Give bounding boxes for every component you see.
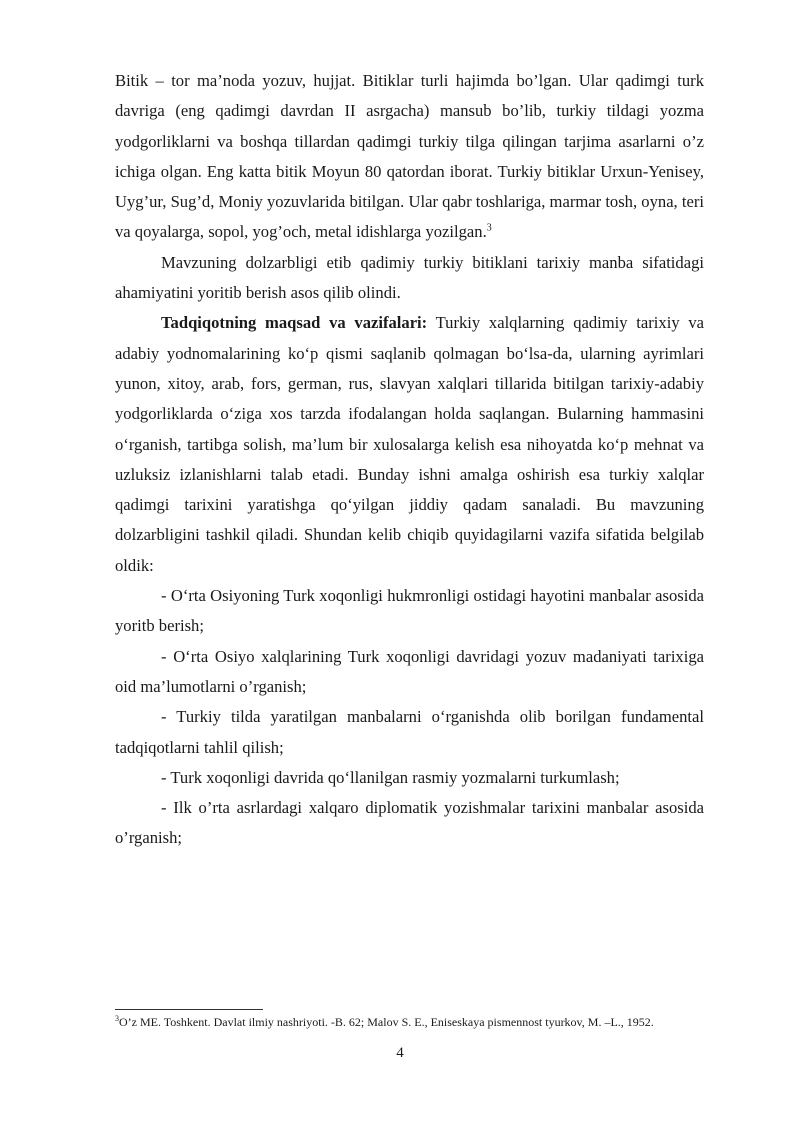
task-item: - O‘rta Osiyoning Turk xoqonligi hukmronligi ostidagi hayotini manbalar asosida yoritb berish; [115, 586, 704, 636]
footnote-mark: 3 [115, 1014, 119, 1023]
paragraph-relevance: Mavzuning dolzarbligi etib qadimiy turkiy bitiklani tarixiy manba sifatidagi ahamiyatini yoritib berish asos qilib olindi. [115, 252, 704, 303]
paragraph-text: Bitik – tor ma’noda yozuv, hujjat. Bitiklar turli hajimda bo’lgan. Ular qadimgi turk davriga (eng qadimgi davrdan II asrgacha) mansub bo’lib, turkiy tildagi yozma yodgorliklarni va boshqa tillardan qadimgi turkiy tilga qilingan tarjima asarlarni o’z ichiga olgan. Eng katta bitik Moyun 80 qatordan iborat. Turkiy bitiklar Urxun-Yenisey, Uyg’ur, Sug’d, Moniy yozuvlarida bitilgan. Ular qabr toshlariga, marmar tosh, oyna, teri va qoyalarga, sopol, yog’och, metal idishlarga yozilgan. [115, 71, 704, 242]
footnote [115, 1015, 705, 1030]
task-item: - Ilk o’rta asrlardagi xalqaro diplomatik yozishmalar tarixini manbalar asosida o’rganish; [115, 798, 704, 848]
task-item: - Turkiy tilda yaratilgan manbalarni o‘rganishda olib borilgan fundamental tadqiqotlarni tahlil qilish; [115, 707, 704, 757]
paragraph-bitik-definition [115, 66, 704, 248]
footnote-reference: 3 [486, 222, 492, 234]
task-item: - O‘rta Osiyo xalqlarining Turk xoqonligi davridagi yozuv madaniyati tarixiga oid ma’lumotlarni o’rganish; [115, 646, 704, 696]
paragraph-text: Turkiy xalqlarning qadimiy tarixiy va adabiy yodnomalarining ko‘p qismi saqlanib qolmagan bo‘lsa-da, ularning ayrimlari yunon, xitoy, arab, fors, german, rus, slavyan xalqlari tillarida bitilgan tarixiy-adabiy yodgorliklarda o‘ziga xos tarzda ifodalangan holda saqlangan. Bularning hammasini o‘rganish, tartibga solish, ma’lum bir xulosalarga kelish esa nihoyatda ko‘p mehnat va uzluksiz izlanishlarni talab etadi. Bunday ishni amalga oshirish esa turkiy xalqlar qadimgi tarixini yaratishga qo‘yilgan jiddiy qadam sanaladi. Bu mavzuning dolzarbligini tashkil qiladi. Shundan kelib chiqib quyidagilarni vazifa sifatida belgilab oldik: [115, 313, 704, 575]
footnote-separator [115, 1009, 263, 1010]
task-item: - Turk xoqonligi davrida qo‘llanilgan rasmiy yozmalarni turkumlash; [161, 767, 620, 787]
paragraph-aims [115, 308, 704, 581]
footnote-text: O’z ME. Toshkent. Davlat ilmiy nashriyoti. -B. 62; Malov S. E., Eniseskaya pismennost tyurkov, M. –L., 1952. [119, 1015, 654, 1029]
page-number: 4 [396, 1045, 404, 1061]
section-heading: Tadqiqotning maqsad va vazifalari: [161, 313, 428, 333]
body-text [115, 66, 704, 854]
